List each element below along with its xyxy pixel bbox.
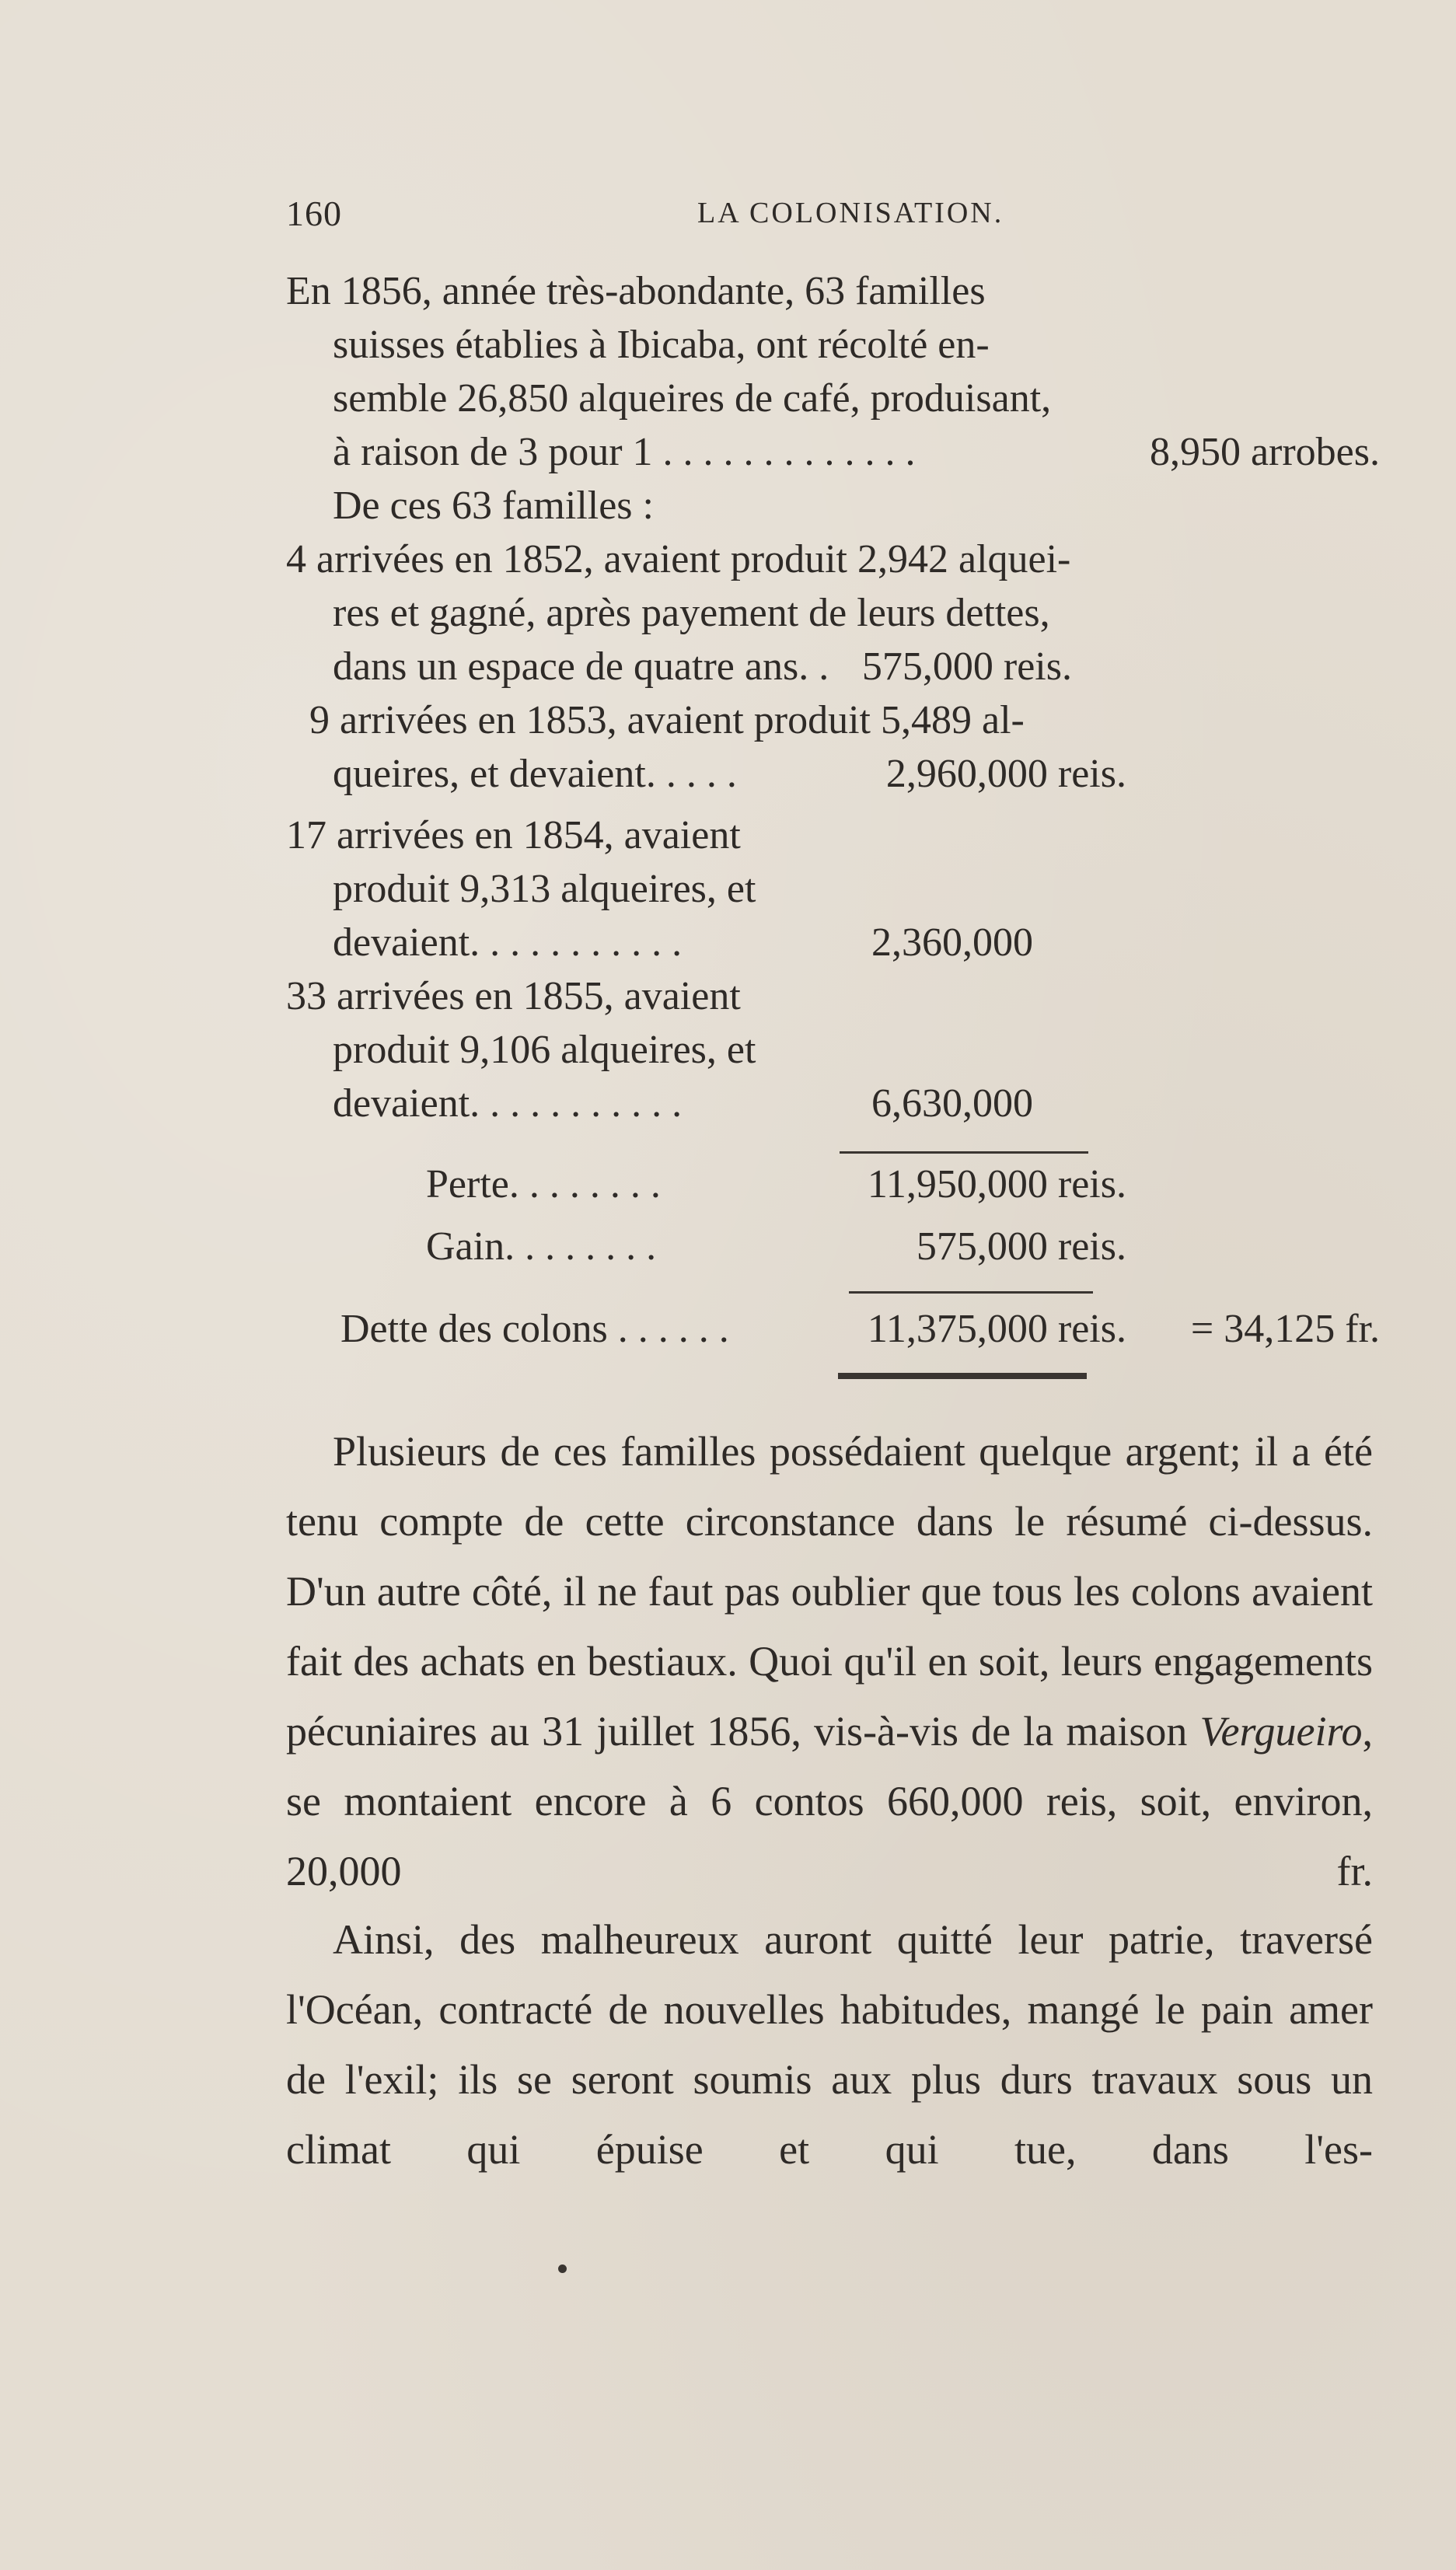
group-1852-line-1: 4 arrivées en 1852, avaient produit 2,942 alquei- bbox=[286, 537, 1071, 581]
group-1852-line-2: res et gagné, après payement de leurs dettes, bbox=[333, 591, 1050, 635]
group-1855-line-2: produit 9,106 alqueires, et bbox=[333, 1028, 756, 1072]
dette-label: Dette des colons . . . . . . bbox=[340, 1307, 729, 1351]
closing-rule bbox=[838, 1373, 1087, 1379]
group-1852-line-3: dans un espace de quatre ans. . bbox=[333, 644, 829, 689]
group-1855-line-1: 33 arrivées en 1855, avaient bbox=[286, 974, 741, 1018]
perte-label: Perte. . . . . . . . bbox=[426, 1162, 661, 1206]
group-1853-line-1: 9 arrivées en 1853, avaient produit 5,489 al- bbox=[309, 698, 1025, 742]
gain-label: Gain. . . . . . . . bbox=[426, 1224, 657, 1269]
gain-amount: 575,000 reis. bbox=[916, 1224, 1126, 1269]
intro-line-4: à raison de 3 pour 1 . . . . . . . . . . . . . bbox=[333, 430, 916, 474]
group-1855-amount: 6,630,000 bbox=[871, 1081, 1033, 1126]
group-1854-line-3: devaient. . . . . . . . . . . bbox=[333, 920, 683, 965]
dette-amount: 11,375,000 reis. bbox=[867, 1307, 1126, 1351]
intro-line-1: En 1856, année très-abondante, 63 familles bbox=[286, 269, 986, 313]
intro-line-3: semble 26,850 alqueires de café, produisant, bbox=[333, 376, 1052, 421]
total-rule bbox=[849, 1291, 1093, 1294]
paragraph-2: Ainsi, des malheureux auront quitté leur patrie, traversé l'Océan, contracté de nouvelles habitudes, mangé le pain amer de l'exil; ils se seront soumis aux plus durs travaux sous un climat qui épuise et qui tue, dans l'es- bbox=[286, 1916, 1373, 2173]
group-1852-amount: 575,000 reis. bbox=[861, 644, 1072, 689]
running-title: LA COLONISATION. bbox=[697, 197, 1004, 229]
group-1854-amount: 2,360,000 bbox=[871, 920, 1033, 965]
group-1853-amount: 2,960,000 reis. bbox=[885, 752, 1126, 796]
group-1853-line-2: queires, et devaient. . . . . bbox=[333, 752, 737, 796]
paragraph-1-text: Plusieurs de ces familles possédaient quelque argent; il a été tenu compte de cette circonstance dans le résumé ci-dessus. D'un autre côté, il ne faut pas oublier que tous les colons avaient fait des achats en bestiaux. Quoi qu'il en soit, leurs engagements pécuniaires au 31 juillet 1856, vis-à-vis de la maison bbox=[286, 1428, 1373, 1755]
page-number: 160 bbox=[286, 194, 342, 233]
perte-amount: 11,950,000 reis. bbox=[867, 1162, 1126, 1206]
dette-equivalent: = 34,125 fr. bbox=[1190, 1307, 1380, 1351]
intro-total: 8,950 arrobes. bbox=[1149, 430, 1380, 474]
families-heading: De ces 63 familles : bbox=[333, 484, 654, 528]
ink-mark bbox=[558, 2264, 567, 2273]
intro-line-2: suisses établies à Ibicaba, ont récolté en- bbox=[333, 323, 990, 367]
subtotal-rule bbox=[840, 1151, 1088, 1154]
group-1855-line-3: devaient. . . . . . . . . . . bbox=[333, 1081, 683, 1126]
paragraph-1 bbox=[286, 1416, 1373, 1906]
group-1854-line-2: produit 9,313 alqueires, et bbox=[333, 867, 756, 911]
paragraph-1-end: , se montaient encore à 6 contos 660,000 reis, soit, environ, 20,000 fr. bbox=[286, 1708, 1373, 1894]
group-1854-line-1: 17 arrivées en 1854, avaient bbox=[286, 813, 741, 857]
vergueiro-italic: Vergueiro bbox=[1199, 1708, 1363, 1755]
